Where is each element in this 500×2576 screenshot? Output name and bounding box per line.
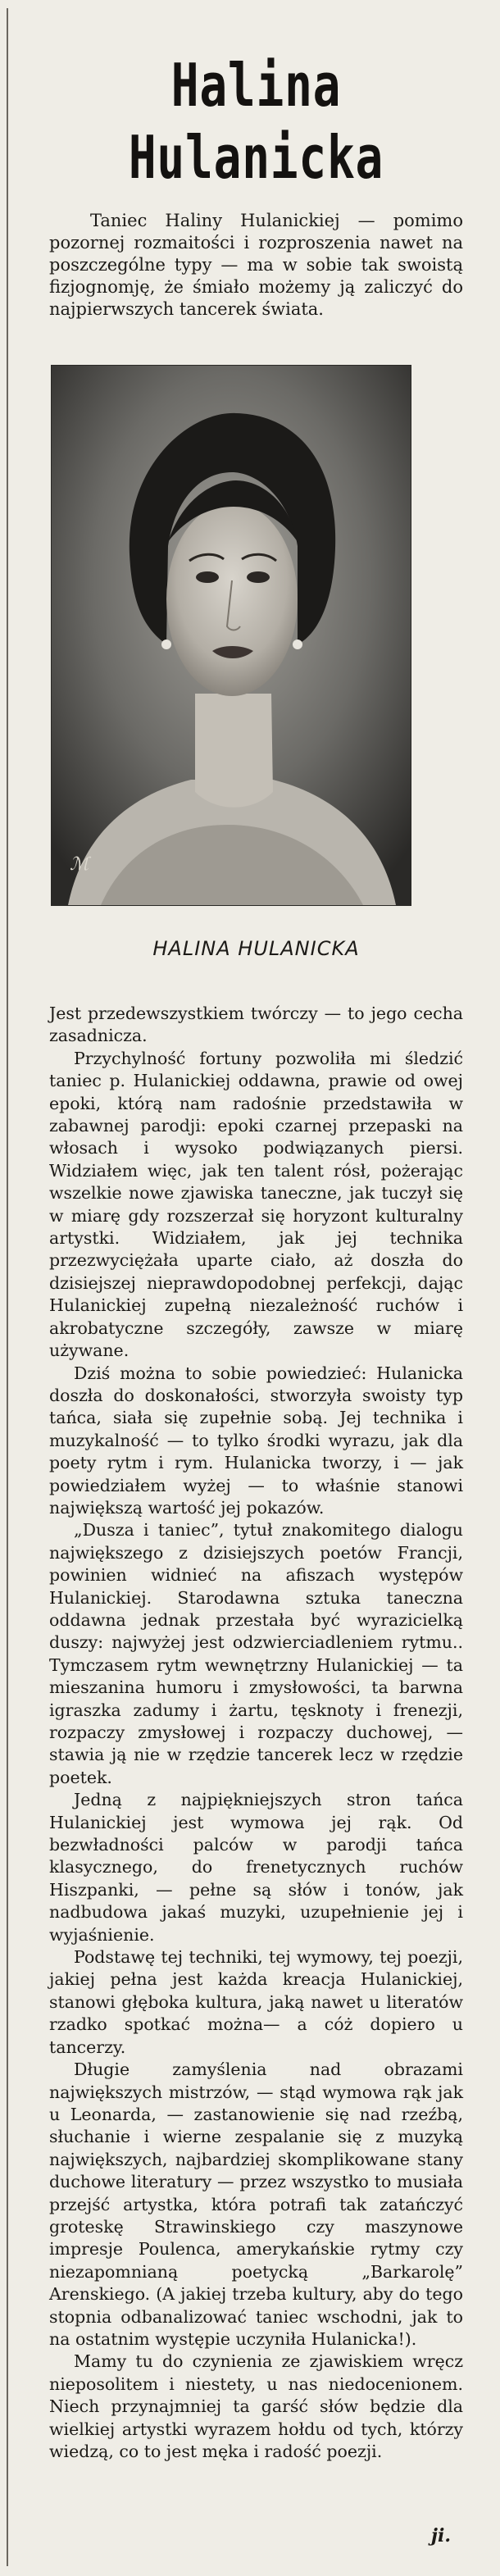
photo-caption: HALINA HULANICKA [152, 937, 360, 960]
portrait-photo [51, 365, 411, 906]
body-paragraph: Przychylność fortuny pozwoliła mi śledzić taniec p. Hulanickiej oddawna, prawie od owej epoki, którą nam radośnie przedstawiła w zabawnej parodji: epoki czarnej przepaski na włosach i wysoko podwiązanych piersi. Widziałem więc, jak ten talent rósł, pożerając wszelkie nowe zjawiska taneczne, jak tuczył się w miarę gdy rozszerzał się horyzont kulturalny artystki. Widziałem, jak jej technika przezwyciężała uparte ciało, aż doszła do dzisiejszej nieprawdopodobnej perfekcji, dając Hulanickiej zupełną niezależność ruchów i akrobatyczne szczegóły, zawsze w miarę używane. [49, 1048, 463, 1361]
article [49, 0, 463, 2463]
lead-paragraph: Taniec Haliny Hulanickiej — pomimo pozornej rozmaitości i rozproszenia nawet na poszczególne typy — ma w sobie tak swoistą fizjognomję, że śmiało możemy ją zaliczyć do najpierwszych tancerek świata. [49, 211, 463, 319]
author-signature: ji. [431, 2525, 451, 2546]
body-paragraph: „Dusza i taniec”, tytuł znakomitego dialogu największego z dzisiejszych poetów Francji, powinien widnieć na afiszach występów Hulanickiej. Starodawna sztuka taneczna oddawna jednak przestała być wyrazicielką duszy: najwyżej jest odzwierciadleniem rytmu.. Tymczasem rytm wewnętrzny Hulanickiej — ta mieszanina humoru i zmysłowości, ta barwna igraszka zadumy i żartu, tęsknoty i frenezji, rozpaczy zmysłowej i rozpaczy duchowej, — stawia ją nie w rzędzie tancerek lecz w rzędzie poetek. [49, 1520, 463, 1787]
svg-text:ℳ: ℳ [70, 854, 89, 875]
body-paragraph: Długie zamyślenia nad obrazami największych mistrzów, — stąd wymowa rąk jak u Leonarda, — zastanowienie się nad rzeźbą, słuchanie i wierne zespalanie się z muzyką największych, najbardziej skomplikowane stany duchowe literatury — przez wszystko to musiała przejść artystka, która potrafi tak zatańczyć groteskę Strawinskiego czy maszynowe impresje Poulenca, amerykańskie rytmy czy niezapomnianą poetycką „Barkarolę” Arenskiego. (A jakiej trzeba kultury, aby do tego stopnia odbanalizować taniec wschodni, jak to na ostatnim występie uczyniła Hulanicka!). [49, 2059, 463, 2349]
portrait-illustration [52, 366, 411, 905]
column-rule [7, 8, 8, 2566]
body-paragraph: Podstawę tej techniki, tej wymowy, tej poezji, jakiej pełna jest każda kreacja Hulanickiej, stanowi głęboka kultura, jaką nawet u literatów rzadko spotkać można— a cóż dopiero u tancerzy. [49, 1947, 463, 2057]
article-title: Halina Hulanicka [128, 51, 384, 192]
body-paragraph: Dziś można to sobie powiedzieć: Hulanicka doszła do doskonałości, stworzyła swoisty typ tańca, siała się zupełnie sobą. Jej technika i muzykalność — to tylko środki wyrazu, jak dla poety rytm i rym. Hulanicka tworzy, i — jak powiedziałem wyżej — to właśnie stanowi największą wartość jej pokazów. [49, 1363, 463, 1518]
body-paragraph: Jest przedewszystkiem twórczy — to jego cecha zasadnicza. [49, 1004, 463, 1046]
article-body [49, 1003, 463, 2463]
body-paragraph: Mamy tu do czynienia ze zjawiskiem wręcz nieposolitem i niestety, u nas niedocenionem. Niech przynajmniej ta garść słów będzie dla wielkiej artystki wyrazem hołdu od tych, którzy wiedzą, co to jest męka i radość poezji. [49, 2351, 463, 2461]
article-lead [49, 210, 463, 321]
body-paragraph: Jedną z najpiękniejszych stron tańca Hulanickiej jest wymowa jej rąk. Od bezwładności palców w parodji tańca klasycznego, do frenetycznych ruchów Hiszpanki, — pełne są słów i tonów, jak nadbudowa jakaś muzyki, uzupełnienie jej i wyjaśnienie. [49, 1790, 463, 1945]
